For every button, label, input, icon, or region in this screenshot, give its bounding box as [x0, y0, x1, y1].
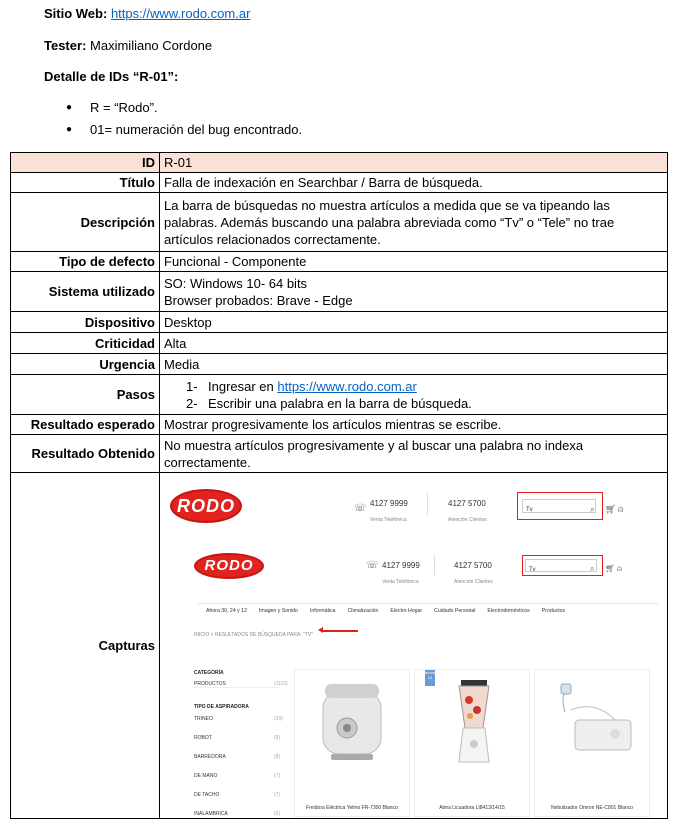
user-icon[interactable]: ⍝: [618, 504, 624, 514]
pasos-key: Pasos: [11, 375, 160, 415]
site-line: Sitio Web: https://www.rodo.com.ar: [44, 6, 251, 21]
nav-item[interactable]: Cuidado Personal: [434, 608, 476, 614]
facet-item[interactable]: INALAMBRICA (6): [194, 811, 281, 817]
product-card[interactable]: [414, 669, 530, 817]
id-key: ID: [11, 153, 160, 173]
pasos-value: [160, 375, 668, 415]
product-name: Nebulizador Omron NE-C801 Blanco: [551, 805, 633, 811]
tipo-key: Tipo de defecto: [11, 252, 160, 272]
annotation-arrow: [322, 630, 358, 632]
facet-item[interactable]: ROBOT (8): [194, 735, 281, 741]
criticidad-key: Criticidad: [11, 333, 160, 354]
product-name: Freidora Eléctrica Yelmo FR-7300 Blanco: [306, 805, 398, 811]
step-1: 1- Ingresar en https://www.rodo.com.ar: [186, 378, 417, 394]
urgencia-value: Media: [160, 354, 668, 375]
facet-item[interactable]: DE TACHO (7): [194, 792, 281, 798]
descripcion-key: Descripción: [11, 193, 160, 252]
nav-item[interactable]: Imagen y Sonido: [258, 608, 298, 614]
product-card[interactable]: [534, 669, 650, 817]
phone-sales: 4127 9999 Venta Telefónica: [382, 561, 420, 585]
tipo-value: Funcional - Componente: [160, 252, 668, 272]
facet-item[interactable]: TRINEO (39): [194, 716, 283, 722]
search-icon[interactable]: ⌕: [590, 564, 595, 573]
dispositivo-value: Desktop: [160, 312, 668, 333]
sistema-value: SO: Windows 10- 64 bits Browser probados: Brave - Edge: [160, 272, 668, 312]
capturas-key: Capturas: [11, 473, 160, 819]
nav-item[interactable]: Climatización: [347, 608, 379, 614]
nebulizer-image: [535, 670, 649, 780]
id-value: R-01: [160, 153, 668, 173]
facet-heading: CATEGORÍA: [194, 670, 224, 676]
nav-item[interactable]: Ahora 30, 24 y 12: [206, 608, 247, 614]
search-icon[interactable]: ⌕: [590, 504, 596, 514]
tester-line: Tester: Maximiliano Cordone: [44, 38, 213, 53]
bullet-item: ● R = “Rodo”.: [66, 100, 302, 122]
user-icon[interactable]: ⍝: [617, 564, 622, 573]
capturas-value: [160, 473, 668, 819]
product-name: Atma Licuadora LI8413/14/15: [439, 805, 505, 811]
facet-item[interactable]: BARREDORA (8): [194, 754, 281, 760]
product-card[interactable]: [294, 669, 410, 817]
site-link[interactable]: https://www.rodo.com.ar: [110, 6, 251, 21]
divider: [434, 555, 435, 575]
facet-item[interactable]: DE MANO (7): [194, 773, 281, 779]
fryer-image: [295, 670, 409, 780]
divider: [427, 493, 428, 515]
bug-report-table: [10, 152, 668, 819]
divider: [194, 687, 278, 688]
sistema-key: Sistema utilizado: [11, 272, 160, 312]
nav-item[interactable]: Productos: [541, 608, 566, 614]
rodo-logo: RODO: [170, 489, 242, 523]
facet-heading: TIPO DE ASPIRADORA: [194, 704, 249, 710]
promo-badge: ahora 12: [425, 670, 435, 686]
phone-support: 4127 5700 Atención Clientes: [454, 561, 493, 585]
criticidad-value: Alta: [160, 333, 668, 354]
obtenido-value: No muestra artículos progresivamente y al buscar una palabra no indexa correctamente.: [160, 435, 668, 473]
step-1-link[interactable]: https://www.rodo.com.ar: [277, 378, 417, 394]
phone-support: 4127 5700 Atención Clientes: [448, 499, 487, 523]
search-input[interactable]: Tv: [525, 559, 597, 572]
phone-sales: 4127 9999 Venta Telefónica: [370, 499, 408, 523]
descripcion-value: La barra de búsquedas no muestra artículos a medida que se va tipeando las palabras. Además buscando una palabra abreviada como “Tv” o “Tele” no trae artículos relacionados correctamente.: [160, 193, 668, 252]
ids-title: Detalle de IDs “R-01”:: [44, 69, 179, 84]
phone-icon: ☏: [354, 503, 367, 514]
ids-bullet-list: [66, 100, 302, 144]
esperado-key: Resultado esperado: [11, 415, 160, 435]
urgencia-key: Urgencia: [11, 354, 160, 375]
category-nav: [198, 603, 658, 619]
titulo-key: Título: [11, 173, 160, 193]
titulo-value: Falla de indexación en Searchbar / Barra de búsqueda.: [160, 173, 668, 193]
screenshot-capture: [160, 473, 659, 817]
phone-icon: ☏: [366, 560, 379, 571]
obtenido-key: Resultado Obtenido: [11, 435, 160, 473]
nav-item[interactable]: Electrodomésticos: [487, 608, 530, 614]
tester-label: Tester: [44, 38, 83, 53]
nav-item[interactable]: Electro Hogar: [390, 608, 423, 614]
search-input[interactable]: Tv: [522, 499, 596, 513]
bullet-item: ● 01= numeración del bug encontrado.: [66, 122, 302, 144]
site-label: Sitio Web: [44, 6, 103, 21]
blender-image: [415, 670, 529, 780]
tester-name: Maximiliano Cordone: [90, 38, 213, 53]
esperado-value: Mostrar progresivamente los artículos mientras se escribe.: [160, 415, 668, 435]
dispositivo-key: Dispositivo: [11, 312, 160, 333]
cart-icon[interactable]: 🛒︎: [605, 504, 617, 514]
step-2: 2- Escribir una palabra en la barra de búsqueda.: [186, 395, 472, 411]
nav-item[interactable]: Informática: [309, 608, 336, 614]
facet-item[interactable]: PRODUCTOS (1119): [194, 681, 288, 687]
rodo-logo: RODO: [194, 553, 264, 579]
cart-icon[interactable]: 🛒︎: [605, 564, 616, 573]
breadcrumb: INICIO > RESULTADOS DE BÚSQUEDA PARA: "TV": [194, 632, 313, 638]
